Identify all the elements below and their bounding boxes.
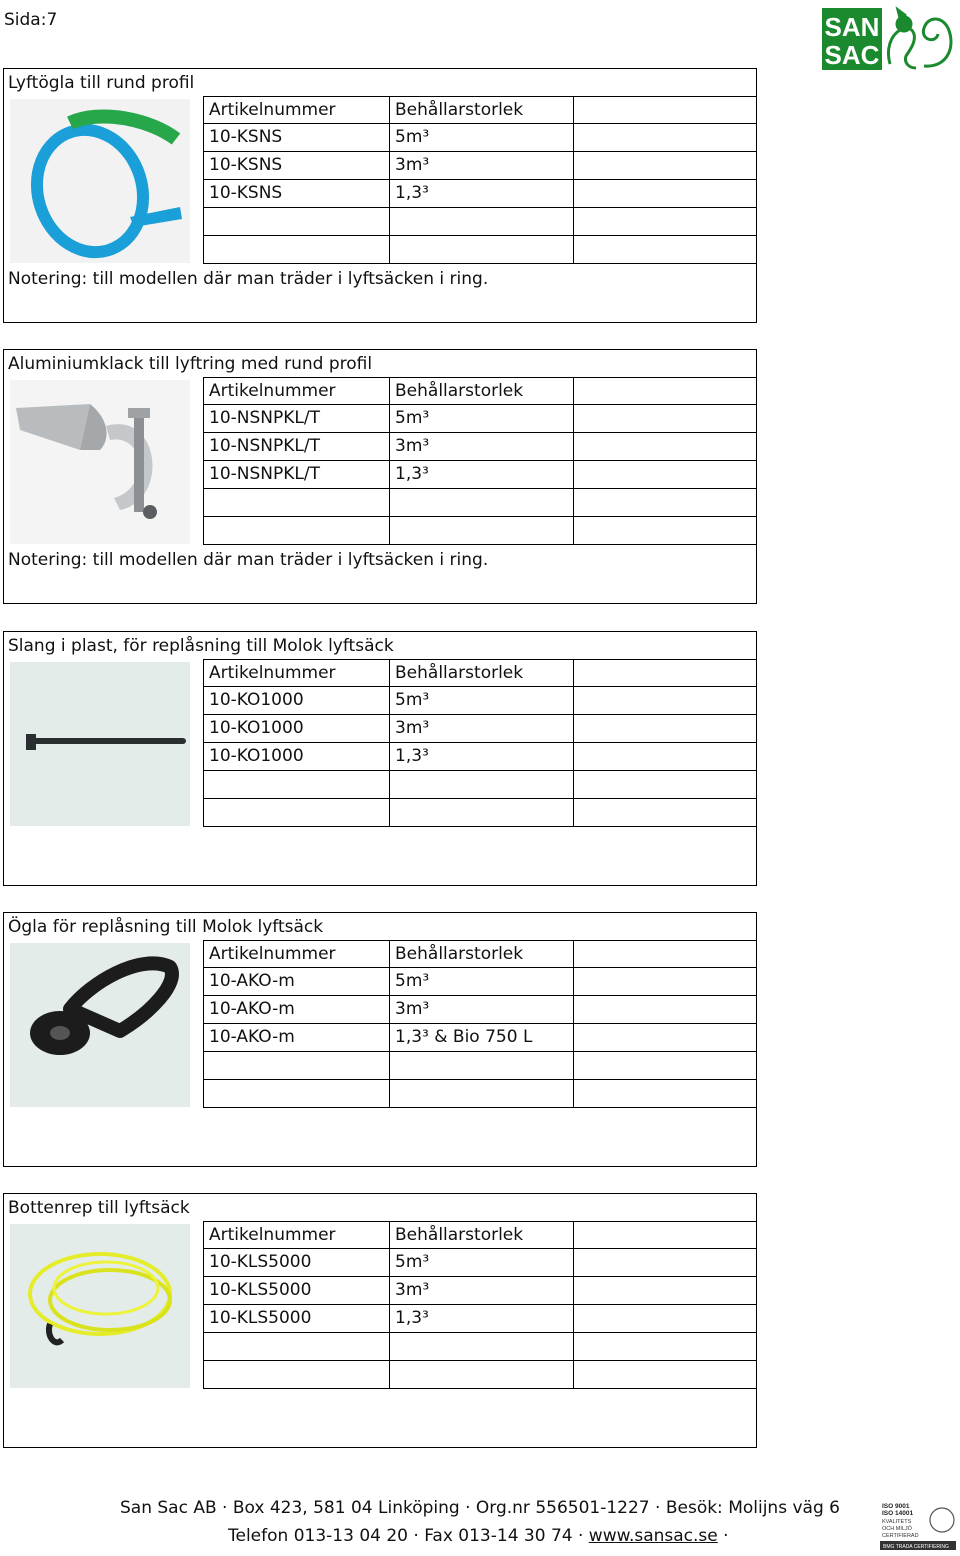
container-size: 5m³	[389, 687, 573, 714]
empty-cell	[389, 1333, 573, 1360]
column-header-article: Artikelnummer	[203, 660, 389, 686]
empty-cell	[389, 236, 573, 263]
svg-text:BMG TRADA CERTIFIERING: BMG TRADA CERTIFIERING	[883, 1544, 949, 1550]
column-header-size: Behållarstorlek	[389, 378, 573, 404]
column-header-size: Behållarstorlek	[389, 941, 573, 967]
plastic-hose-image	[10, 662, 190, 826]
section-title: Ögla för replåsning till Molok lyftsäck	[8, 917, 324, 937]
table-row	[203, 124, 757, 152]
sansac-logo	[820, 6, 958, 72]
article-number: 10-NSNPKL/T	[203, 433, 389, 460]
table-row	[203, 517, 757, 545]
empty-cell	[573, 461, 757, 488]
table-row	[203, 489, 757, 517]
container-size: 3m³	[389, 152, 573, 179]
empty-cell	[203, 517, 389, 544]
column-header-article: Artikelnummer	[203, 941, 389, 967]
bottom-rope-image	[10, 1224, 190, 1388]
aluminium-clamp-image	[10, 380, 190, 544]
product-section-aluminium-clamp	[3, 349, 757, 604]
empty-cell	[573, 1024, 757, 1051]
svg-text:CERTIFIERAD: CERTIFIERAD	[882, 1533, 919, 1539]
empty-cell	[203, 489, 389, 516]
empty-cell	[203, 1361, 389, 1388]
container-size: 1,3³	[389, 1305, 573, 1332]
empty-cell	[573, 1333, 757, 1360]
container-size: 5m³	[389, 405, 573, 432]
section-title: Bottenrep till lyftsäck	[8, 1198, 190, 1218]
table-row	[203, 152, 757, 180]
article-number: 10-AKO-m	[203, 996, 389, 1023]
empty-cell	[573, 771, 757, 798]
empty-cell	[573, 152, 757, 179]
product-section-rope-loop	[3, 912, 757, 1167]
article-number: 10-KLS5000	[203, 1249, 389, 1276]
article-number: 10-NSNPKL/T	[203, 461, 389, 488]
article-number: 10-KSNS	[203, 180, 389, 207]
table-row	[203, 968, 757, 996]
table-row	[203, 771, 757, 799]
empty-cell	[573, 687, 757, 714]
footer-contact	[228, 1526, 729, 1546]
svg-text:ISO 14001: ISO 14001	[882, 1510, 914, 1517]
column-header-article: Artikelnummer	[203, 1222, 389, 1248]
table-row	[203, 1024, 757, 1052]
article-number: 10-KLS5000	[203, 1305, 389, 1332]
empty-cell	[389, 771, 573, 798]
empty-cell	[389, 517, 573, 544]
table-row	[203, 1305, 757, 1333]
svg-text:ISO 9001: ISO 9001	[882, 1503, 910, 1510]
container-size: 1,3³	[389, 180, 573, 207]
column-header-size: Behållarstorlek	[389, 660, 573, 686]
table-row	[203, 180, 757, 208]
column-header-size: Behållarstorlek	[389, 1222, 573, 1248]
table-row	[203, 405, 757, 433]
empty-cell	[203, 208, 389, 235]
table-row	[203, 687, 757, 715]
table-row	[203, 1052, 757, 1080]
table-header-row	[203, 940, 757, 968]
table-header-row	[203, 377, 757, 405]
svg-text:KVALITETS: KVALITETS	[882, 1519, 912, 1525]
table-row	[203, 799, 757, 827]
empty-cell	[203, 236, 389, 263]
article-number: 10-AKO-m	[203, 968, 389, 995]
table-row	[203, 208, 757, 236]
table-header-row	[203, 659, 757, 687]
empty-cell	[573, 743, 757, 770]
article-number: 10-KO1000	[203, 743, 389, 770]
article-number: 10-KSNS	[203, 124, 389, 151]
table-row	[203, 1277, 757, 1305]
empty-cell	[573, 1052, 757, 1079]
empty-cell	[573, 660, 757, 686]
empty-cell	[573, 208, 757, 235]
table-row	[203, 1080, 757, 1108]
product-section-plastic-hose	[3, 631, 757, 886]
container-size: 1,3³ & Bio 750 L	[389, 1024, 573, 1051]
empty-cell	[573, 1305, 757, 1332]
empty-cell	[573, 1249, 757, 1276]
empty-cell	[203, 1333, 389, 1360]
section-title: Slang i plast, för replåsning till Molok lyftsäck	[8, 636, 394, 656]
container-size: 3m³	[389, 433, 573, 460]
table-row	[203, 236, 757, 264]
empty-cell	[573, 97, 757, 123]
article-number: 10-KLS5000	[203, 1277, 389, 1304]
empty-cell	[573, 1277, 757, 1304]
table-row	[203, 1361, 757, 1389]
article-number: 10-NSNPKL/T	[203, 405, 389, 432]
page-label: Sida:7	[4, 10, 58, 30]
table-row	[203, 996, 757, 1024]
footer-phone-fax: Telefon 013-13 04 20 · Fax 013-14 30 74 ·	[228, 1526, 589, 1546]
table-row	[203, 1249, 757, 1277]
certification-badge	[880, 1500, 956, 1550]
empty-cell	[573, 1222, 757, 1248]
table-header-row	[203, 1221, 757, 1249]
container-size: 5m³	[389, 124, 573, 151]
article-number: 10-AKO-m	[203, 1024, 389, 1051]
footer-address: San Sac AB · Box 423, 581 04 Linköping · Org.nr 556501-1227 · Besök: Molijns väg 6	[120, 1498, 840, 1518]
empty-cell	[573, 1080, 757, 1107]
section-title: Lyftögla till rund profil	[8, 73, 195, 93]
svg-text:OCH MILJÖ: OCH MILJÖ	[882, 1526, 912, 1532]
container-size: 5m³	[389, 968, 573, 995]
rope-loop-image	[10, 943, 190, 1107]
empty-cell	[573, 1361, 757, 1388]
empty-cell	[389, 1361, 573, 1388]
empty-cell	[203, 1080, 389, 1107]
container-size: 1,3³	[389, 743, 573, 770]
container-size: 5m³	[389, 1249, 573, 1276]
table-header-row	[203, 96, 757, 124]
article-number: 10-KO1000	[203, 715, 389, 742]
table-row	[203, 461, 757, 489]
empty-cell	[573, 941, 757, 967]
product-section-bottom-rope	[3, 1193, 757, 1448]
table-row	[203, 433, 757, 461]
article-number: 10-KSNS	[203, 152, 389, 179]
svg-text:SAC: SAC	[824, 40, 880, 70]
empty-cell	[573, 968, 757, 995]
empty-cell	[389, 208, 573, 235]
container-size: 3m³	[389, 1277, 573, 1304]
squirrel-icon	[888, 10, 951, 68]
empty-cell	[203, 1052, 389, 1079]
column-header-article: Artikelnummer	[203, 378, 389, 404]
empty-cell	[203, 799, 389, 826]
website-link[interactable]: www.sansac.se	[588, 1526, 718, 1546]
empty-cell	[573, 799, 757, 826]
empty-cell	[573, 517, 757, 544]
lifting-loop-image	[10, 99, 190, 263]
article-number: 10-KO1000	[203, 687, 389, 714]
footer-separator: ·	[717, 1526, 729, 1546]
product-section-lifting-loop	[3, 68, 757, 323]
empty-cell	[573, 124, 757, 151]
empty-cell	[389, 1052, 573, 1079]
empty-cell	[573, 378, 757, 404]
container-size: 1,3³	[389, 461, 573, 488]
column-header-size: Behållarstorlek	[389, 97, 573, 123]
empty-cell	[389, 1080, 573, 1107]
empty-cell	[573, 715, 757, 742]
svg-text:SAN: SAN	[824, 12, 880, 42]
section-note: Notering: till modellen där man träder i lyftsäcken i ring.	[8, 550, 489, 570]
section-note: Notering: till modellen där man träder i lyftsäcken i ring.	[8, 269, 489, 289]
empty-cell	[389, 489, 573, 516]
column-header-article: Artikelnummer	[203, 97, 389, 123]
empty-cell	[573, 236, 757, 263]
table-row	[203, 1333, 757, 1361]
empty-cell	[573, 180, 757, 207]
table-row	[203, 715, 757, 743]
table-row	[203, 743, 757, 771]
section-title: Aluminiumklack till lyftring med rund profil	[8, 354, 373, 374]
container-size: 3m³	[389, 715, 573, 742]
empty-cell	[573, 489, 757, 516]
empty-cell	[389, 799, 573, 826]
empty-cell	[573, 996, 757, 1023]
container-size: 3m³	[389, 996, 573, 1023]
empty-cell	[203, 771, 389, 798]
empty-cell	[573, 433, 757, 460]
empty-cell	[573, 405, 757, 432]
